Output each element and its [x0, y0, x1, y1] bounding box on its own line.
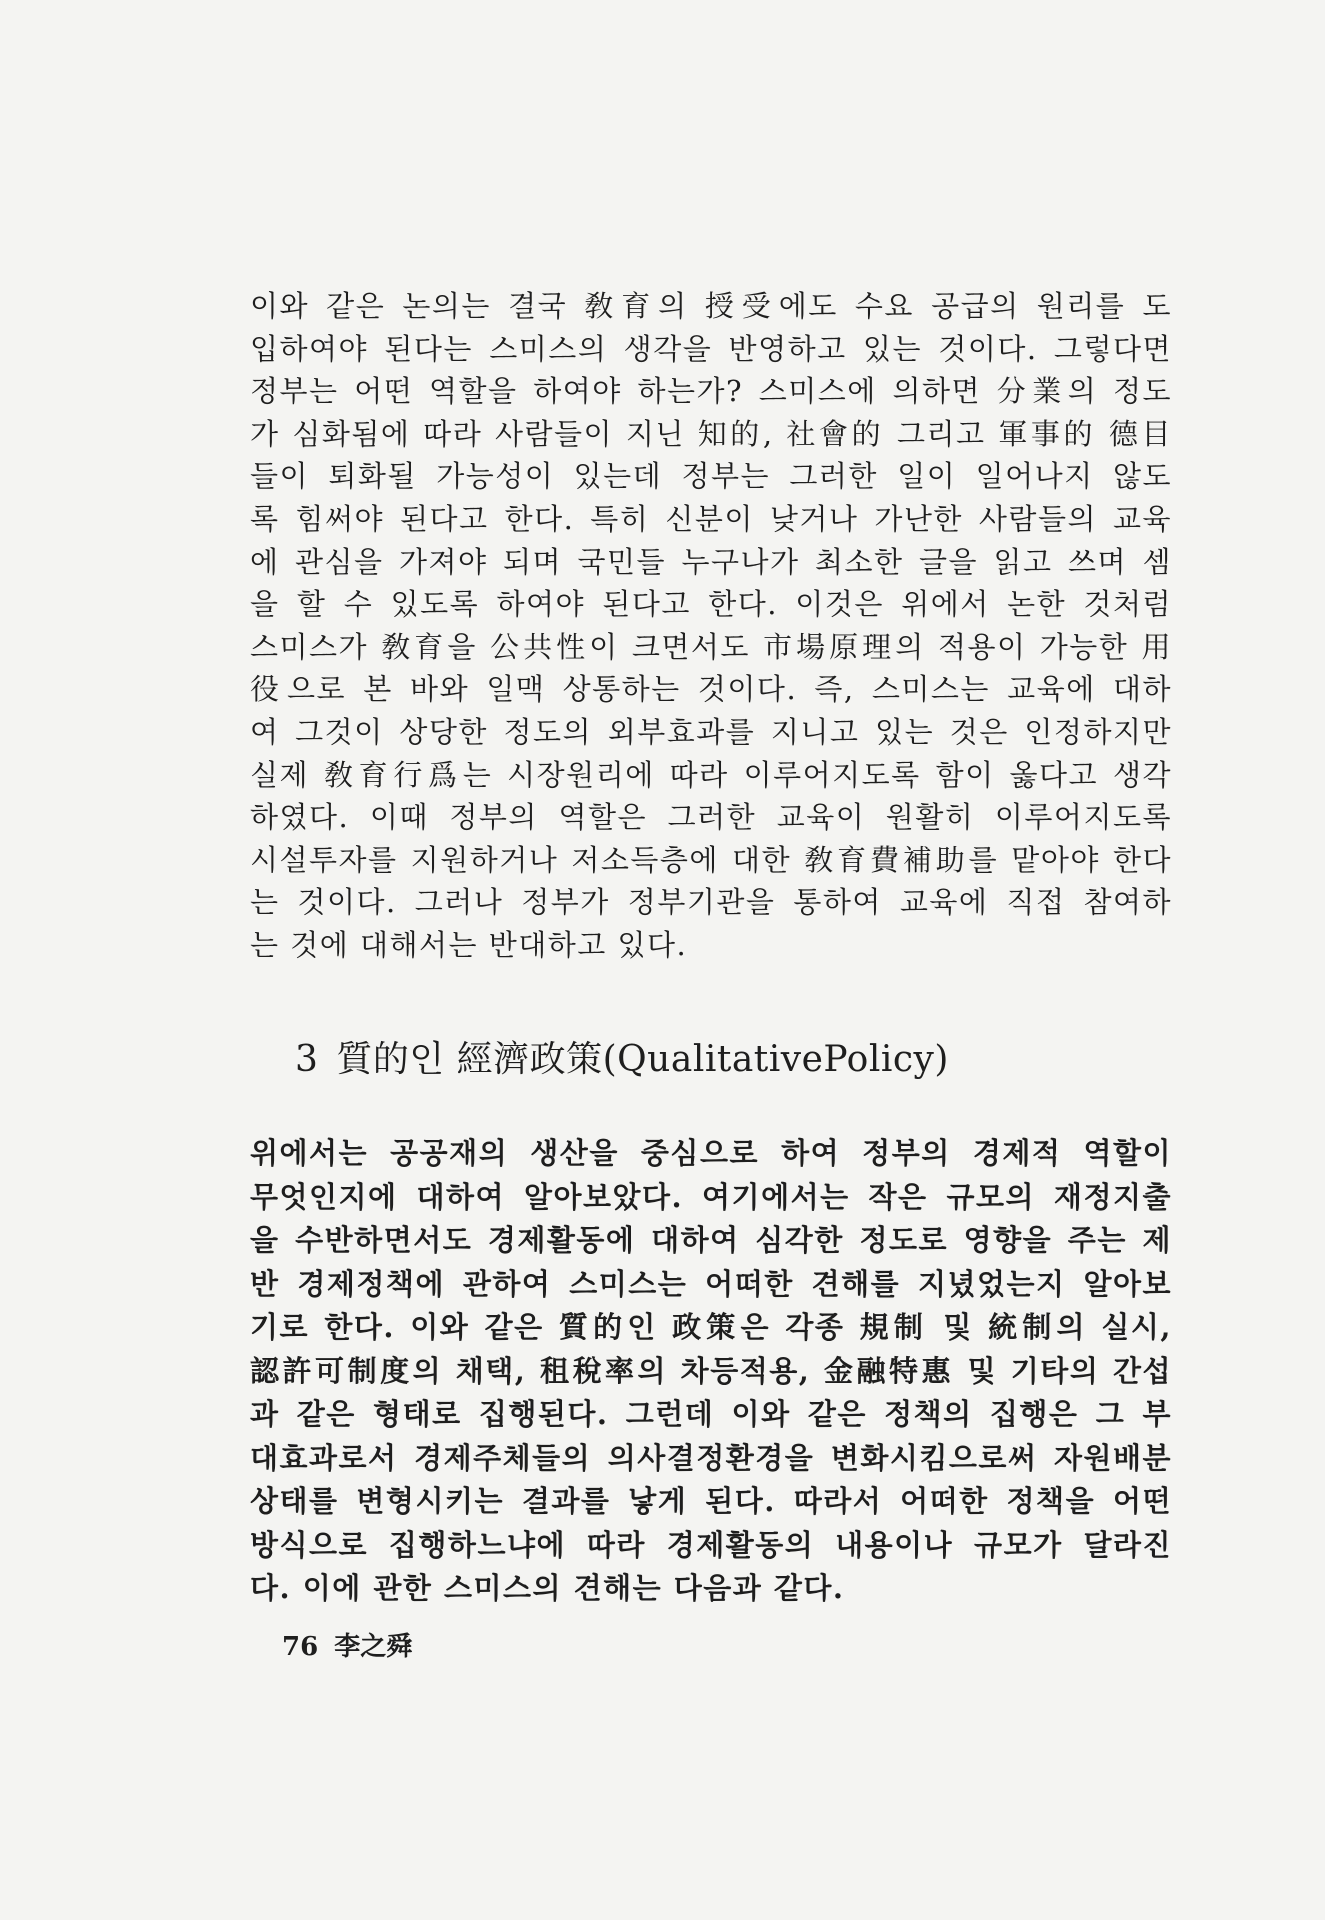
body-paragraph-1 — [250, 285, 1172, 967]
text-line: 과 같은 형태로 집행된다. 그런데 이와 같은 정책의 집행은 그 부 — [250, 1397, 1172, 1431]
text-line: 시설투자를 지원하거나 저소득층에 대한 敎育費補助를 맡아야 한다 — [250, 842, 1172, 877]
text-line: 기로 한다. 이와 같은 質的인 政策은 각종 規制 및 統制의 실시, — [250, 1310, 1172, 1344]
text-line: 무엇인지에 대하여 알아보았다. 여기에서는 작은 규모의 재정지출 — [250, 1179, 1172, 1214]
body-paragraph-2 — [250, 1132, 1172, 1611]
text-line: 실제 敎育行爲는 시장원리에 따라 이루어지도록 함이 옳다고 생각 — [250, 757, 1172, 792]
text-line: 상태를 변형시키는 결과를 낳게 된다. 따라서 어떠한 정책을 어떤 — [250, 1484, 1172, 1518]
running-author: 李之舜 — [334, 1632, 413, 1662]
section-title: 質的인 經濟政策(QualitativePolicy) — [336, 1039, 949, 1080]
text-line: 대효과로서 경제주체들의 의사결정환경을 변화시킴으로써 자원배분 — [250, 1440, 1172, 1475]
text-line: 위에서는 공공재의 생산을 중심으로 하여 정부의 경제적 역할이 — [250, 1136, 1172, 1170]
text-line: 정부는 어떤 역할을 하여야 하는가? 스미스에 의하면 分業의 정도 — [250, 374, 1172, 409]
section-number: 3 — [295, 1039, 319, 1080]
text-line: 가 심화됨에 따라 사람들이 지닌 知的, 社會的 그리고 軍事的 德目 — [250, 416, 1172, 451]
text-line: 입하여야 된다는 스미스의 생각을 반영하고 있는 것이다. 그렇다면 — [250, 331, 1172, 366]
section-heading — [295, 1031, 949, 1082]
text-line: 다. 이에 관한 스미스의 견해는 다음과 같다. — [250, 1571, 845, 1605]
text-line: 는 것에 대해서는 반대하고 있다. — [250, 927, 688, 962]
text-line: 는 것이다. 그러나 정부가 정부기관을 통하여 교육에 직접 참여하 — [250, 885, 1172, 920]
text-line: 여 그것이 상당한 정도의 외부효과를 지니고 있는 것은 인정하지만 — [250, 714, 1172, 749]
page-footer — [282, 1626, 412, 1663]
text-line: 들이 퇴화될 가능성이 있는데 정부는 그러한 일이 일어나지 않도 — [250, 459, 1172, 494]
text-line: 役으로 본 바와 일맥 상통하는 것이다. 즉, 스미스는 교육에 대하 — [250, 672, 1172, 707]
text-line: 록 힘써야 된다고 한다. 특히 신분이 낮거나 가난한 사람들의 교육 — [250, 501, 1172, 536]
text-line: 방식으로 집행하느냐에 따라 경제활동의 내용이나 규모가 달라진 — [250, 1527, 1172, 1562]
text-line: 에 관심을 가져야 되며 국민들 누구나가 최소한 글을 읽고 쓰며 셈 — [250, 544, 1172, 579]
text-line: 반 경제정책에 관하여 스미스는 어떠한 견해를 지녔었는지 알아보 — [250, 1266, 1172, 1301]
text-line: 이와 같은 논의는 결국 敎育의 授受에도 수요 공급의 원리를 도 — [250, 289, 1172, 323]
page-number: 76 — [282, 1632, 319, 1662]
text-line: 認許可制度의 채택, 租稅率의 차등적용, 金融特惠 및 기타의 간섭 — [250, 1353, 1172, 1388]
text-line: 스미스가 敎育을 公共性이 크면서도 市場原理의 적용이 가능한 用 — [250, 629, 1172, 664]
text-line: 을 할 수 있도록 하여야 된다고 한다. 이것은 위에서 논한 것처럼 — [250, 587, 1172, 622]
text-line: 을 수반하면서도 경제활동에 대하여 심각한 정도로 영향을 주는 제 — [250, 1223, 1172, 1257]
text-line: 하였다. 이때 정부의 역할은 그러한 교육이 원활히 이루어지도록 — [250, 800, 1172, 835]
